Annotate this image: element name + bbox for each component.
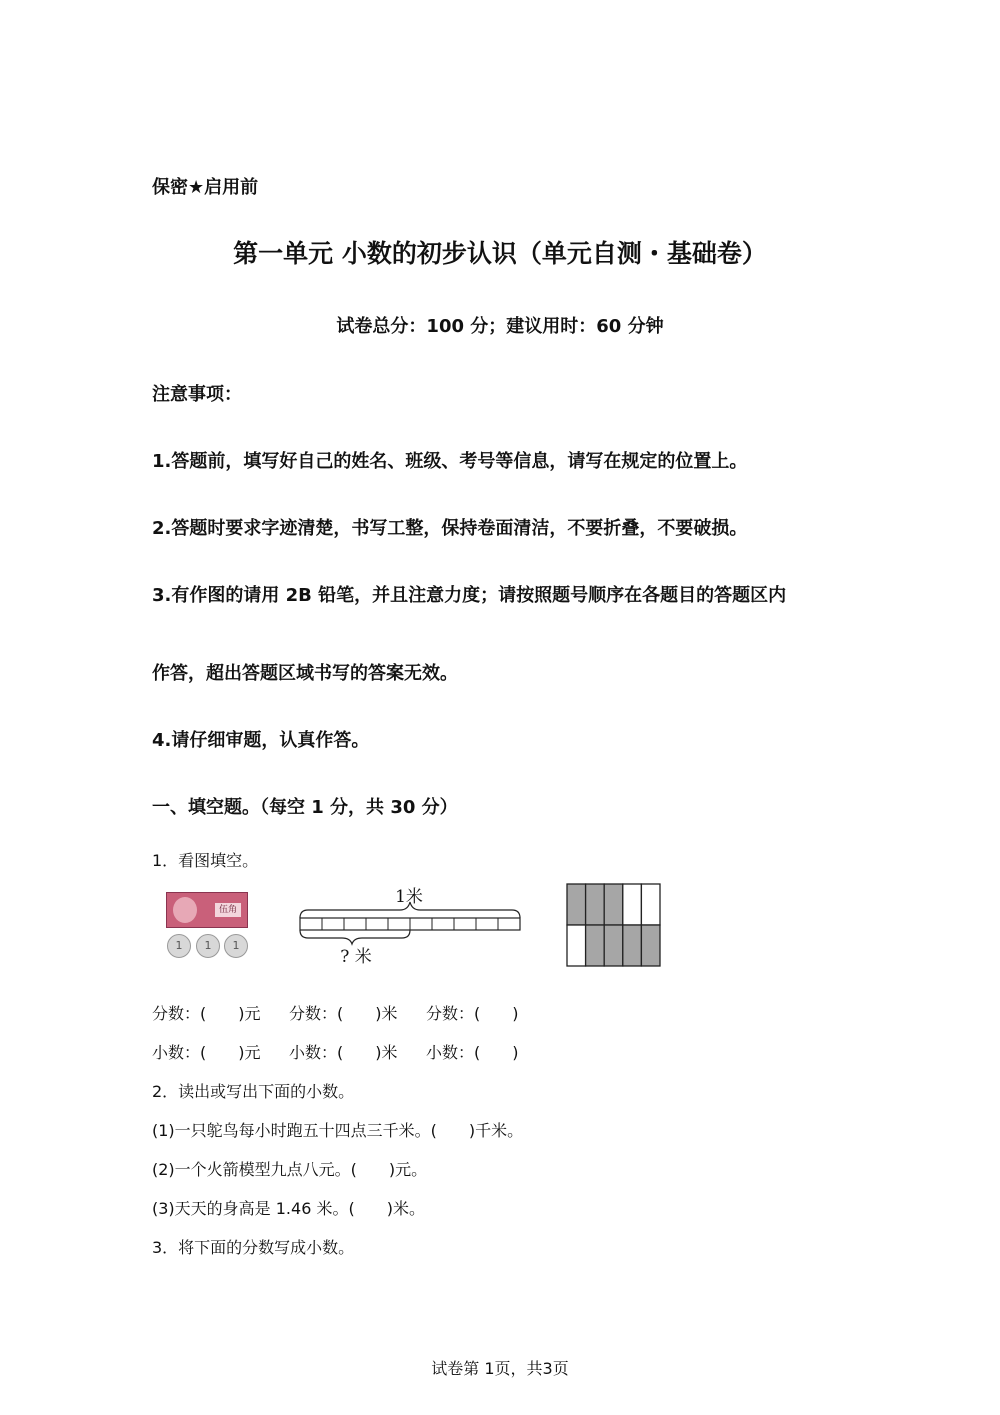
note-item-1: 1.答题前，填写好自己的姓名、班级、考号等信息，请写在规定的位置上。	[152, 451, 748, 472]
decimal-row	[152, 1040, 519, 1063]
ruler-figure	[296, 880, 528, 970]
fraction-grid	[565, 882, 663, 970]
grid-cell	[567, 925, 586, 966]
fraction-grid-answer: 分数：( )	[426, 1004, 519, 1023]
question-2-prompt: 2．读出或写出下面的小数。	[152, 1082, 355, 1101]
question-3-prompt: 3．将下面的分数写成小数。	[152, 1238, 355, 1257]
grid-cell-shaded	[641, 925, 660, 966]
decimal-yuan: 小数：( )元	[152, 1043, 261, 1062]
grid-cell-shaded	[567, 884, 586, 925]
decimal-grid-answer: 小数：( )	[426, 1043, 519, 1062]
notes-heading: 注意事项：	[152, 384, 242, 405]
note-item-2: 2.答题时要求字迹清楚，书写工整，保持卷面清洁，不要折叠，不要破损。	[152, 518, 748, 539]
section-heading: 一、填空题。（每空 1 分，共 30 分）	[152, 797, 458, 818]
question-2-item-3: (3)天天的身高是 1.46 米。( )米。	[152, 1199, 425, 1218]
banknote-value: 伍角	[215, 903, 241, 917]
confidential-label: 保密★启用前	[152, 177, 259, 198]
note-item-3-continued: 作答，超出答题区域书写的答案无效。	[152, 663, 458, 684]
grid-cell-shaded	[586, 884, 605, 925]
ruler-ticks	[322, 918, 498, 930]
portrait-icon	[173, 897, 197, 923]
exam-info: 试卷总分：100 分；建议用时：60 分钟	[336, 316, 664, 337]
grid-cell-shaded	[604, 884, 623, 925]
fraction-yuan: 分数：( )元	[152, 1004, 261, 1023]
question-2-item-1: (1)一只鸵鸟每小时跑五十四点三千米。( )千米。	[152, 1121, 524, 1140]
grid-cell	[641, 884, 660, 925]
ruler-part-label: ? 米	[340, 947, 372, 967]
grid-cell-shaded	[586, 925, 605, 966]
decimal-meter: 小数：( )米	[289, 1043, 398, 1062]
banknote-image	[166, 892, 248, 928]
page-footer: 试卷第 1页，共3页	[431, 1359, 569, 1378]
money-figure	[166, 892, 250, 960]
grid-cell	[623, 884, 642, 925]
coin-icon: 1	[224, 934, 248, 958]
page-title: 第一单元 小数的初步认识（单元自测・基础卷）	[233, 239, 767, 268]
grid-cell-shaded	[623, 925, 642, 966]
note-item-4: 4.请仔细审题，认真作答。	[152, 730, 370, 751]
fraction-meter: 分数：( )米	[289, 1004, 398, 1023]
coin-icon: 1	[196, 934, 220, 958]
coin-icon: 1	[167, 934, 191, 958]
question-2-item-2: (2)一个火箭模型九点八元。( )元。	[152, 1160, 428, 1179]
fraction-row	[152, 1001, 519, 1024]
grid-cell-shaded	[604, 925, 623, 966]
bottom-brace	[300, 930, 410, 944]
ruler-total-label: 1米	[395, 887, 423, 907]
note-item-3: 3.有作图的请用 2B 铅笔，并且注意力度；请按照题号顺序在各题目的答题区内	[152, 585, 787, 606]
question-1-prompt: 1．看图填空。	[152, 851, 259, 870]
